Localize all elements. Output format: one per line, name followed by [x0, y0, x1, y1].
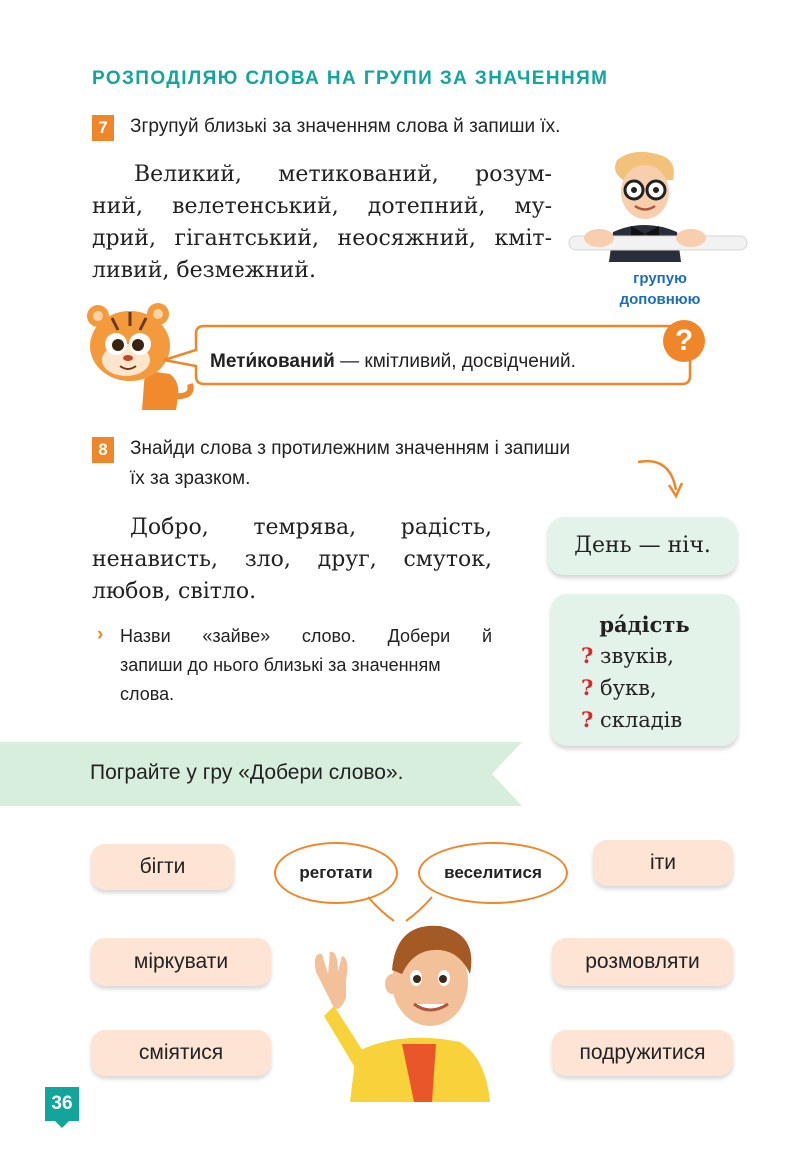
word-list-line: Добро, темрява, радість, [130, 515, 492, 540]
analysis-row [581, 640, 738, 672]
task-7-instruction: Згрупуй близькі за значенням слова й запиши їх. [130, 116, 561, 137]
task-8-word-list [92, 512, 492, 608]
waving-boy-illustration [310, 912, 520, 1102]
caption-line: групую [633, 270, 687, 287]
analysis-word: ра́дість [599, 612, 690, 637]
boy-with-glasses-illustration [565, 150, 750, 265]
thought-cloud: веселитися [418, 842, 568, 904]
analysis-row-label: букв, [600, 676, 657, 700]
sound-analysis-box [551, 594, 738, 746]
subtask-text [120, 622, 492, 709]
subtask-marker-icon: › [97, 624, 104, 645]
curved-arrow-icon [636, 452, 686, 500]
subtask-line: запиши до нього близькі за значенням [120, 655, 441, 675]
word-card-right: іти [593, 840, 733, 886]
word-card-left: сміятися [91, 1030, 271, 1076]
word-card-left: бігти [91, 844, 234, 890]
analysis-row-label: звуків, [600, 644, 674, 668]
task-8-number: 8 [92, 437, 114, 463]
word-list-line: Великий, метикований, розум- [134, 162, 552, 187]
instruction-line: їх за зразком. [130, 468, 251, 489]
analysis-row [581, 704, 738, 736]
subtask-line: слова. [120, 684, 175, 704]
thought-cloud: реготати [274, 842, 398, 904]
word-list-line: ненависть, зло, друг, смуток, [92, 547, 492, 572]
word-card-right: розмовляти [552, 938, 733, 986]
word-card-left: міркувати [91, 938, 271, 986]
example-box: День — ніч. [548, 517, 737, 575]
question-mark-icon: ? [581, 675, 594, 700]
subtask-line: Назви «зайве» слово. Добери й [120, 626, 492, 646]
analysis-row [581, 672, 738, 704]
question-mark-icon: ? [581, 707, 594, 732]
page-number: 36 [45, 1087, 79, 1121]
analysis-row-label: складів [600, 708, 683, 732]
definition-meaning: — кмітливий, досвідчений. [340, 351, 576, 372]
definition-text [210, 351, 576, 373]
word-list-line: ливий, безмежний. [92, 258, 316, 283]
word-list-line: дрий, гігантський, неосяжний, кміт- [92, 226, 552, 251]
word-list-line: любов, світло. [92, 579, 257, 604]
question-mark-icon: ? [581, 643, 594, 668]
word-list-line: ний, велетенський, дотепний, му- [92, 194, 552, 219]
instruction-line: Знайди слова з протилежним значенням і запиши [130, 438, 571, 459]
page-number-tab-icon [54, 1120, 70, 1130]
section-heading: РОЗПОДІЛЯЮ СЛОВА НА ГРУПИ ЗА ЗНАЧЕННЯМ [92, 68, 609, 89]
caption-line: доповнюю [619, 291, 701, 308]
task-7-number: 7 [92, 115, 114, 141]
task-8-instruction [130, 434, 570, 494]
question-icon: ? [663, 320, 705, 362]
game-title: Пограйте у гру «Добери слово». [90, 761, 404, 784]
boy-caption [590, 268, 730, 310]
task-7-word-list [92, 159, 552, 287]
definition-term: Мети́кований [210, 351, 335, 372]
word-card-right: подружитися [552, 1030, 733, 1076]
